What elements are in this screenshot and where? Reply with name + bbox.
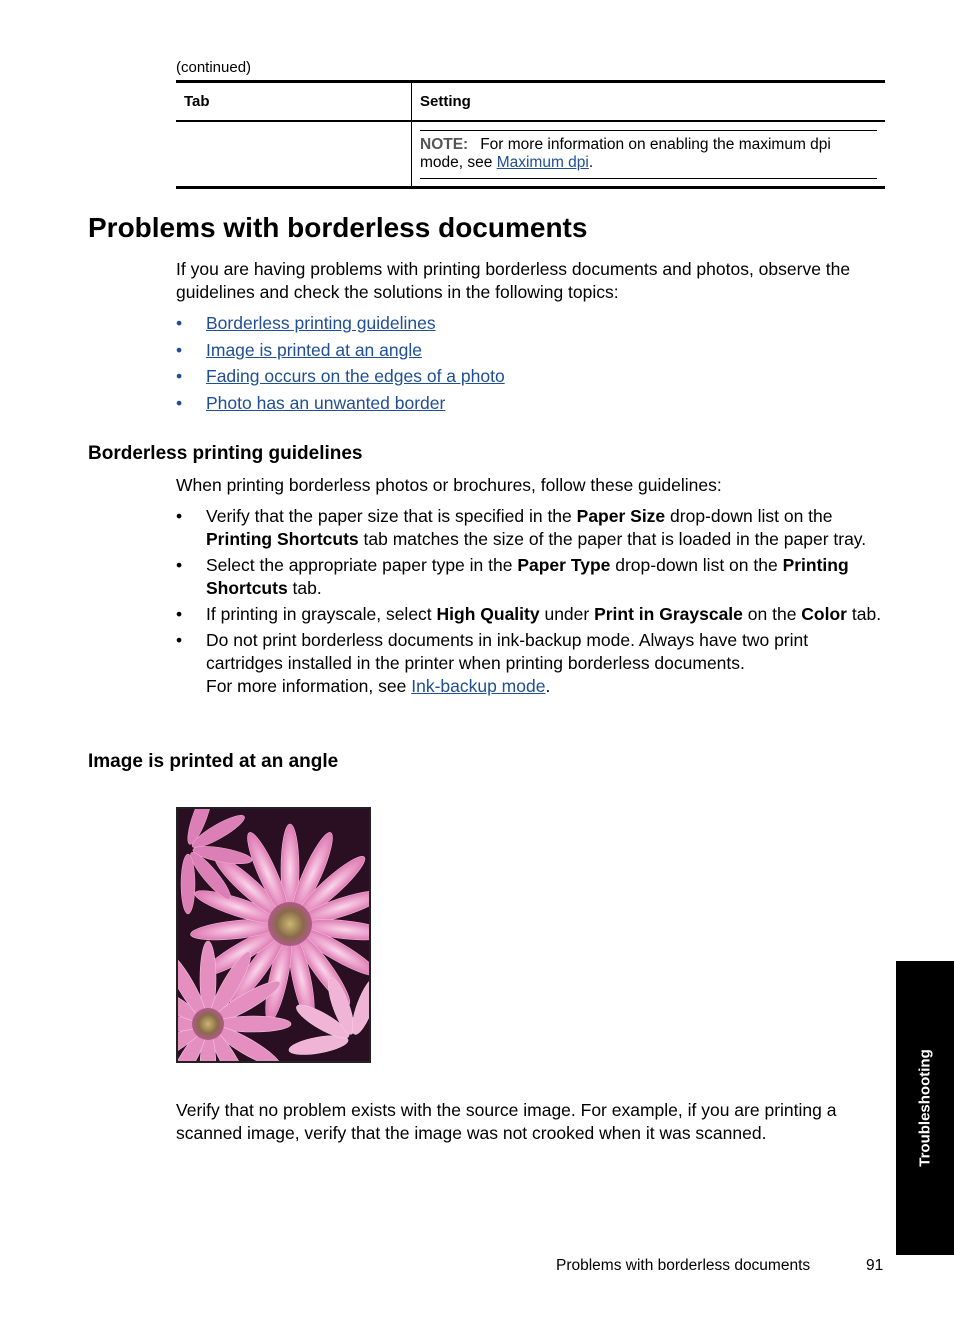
topic-list [176, 311, 505, 417]
guidelines-lead: When printing borderless photos or brochures, follow these guidelines: [176, 475, 722, 495]
guidelines-heading: Borderless printing guidelines [88, 443, 363, 464]
footer-title: Problems with borderless documents [556, 1257, 811, 1274]
text: For more information, see [206, 676, 412, 696]
continued-label: (continued) [176, 59, 252, 76]
bold-text: Printing Shortcuts [206, 529, 359, 549]
note-label: NOTE: [420, 136, 469, 153]
intro-paragraph: If you are having problems with printing borderless documents and photos, observe the guidelines and check the solutions in the following topics: [176, 259, 851, 302]
text: . [545, 676, 551, 696]
note-end: . [588, 154, 594, 171]
text: tab matches the size of the paper that is loaded in the paper tray. [358, 529, 867, 549]
guideline-item [176, 505, 888, 551]
bold-text: Print in Grayscale [594, 604, 743, 624]
text: Do not print borderless documents in ink-backup mode. Always have two print cartridges installed in the printer when printing borderless documents. [206, 630, 809, 673]
text: drop-down list on the [610, 555, 783, 575]
note-text: For more information on enabling the maximum dpi mode, see [420, 136, 831, 171]
bullet-icon: • [176, 506, 183, 526]
text: tab. [287, 578, 322, 598]
text: Verify that the paper size that is specified in the [206, 506, 577, 526]
bold-text: Color [801, 604, 847, 624]
bullet-icon: • [176, 630, 183, 650]
topic-link-guidelines[interactable]: Borderless printing guidelines [206, 313, 436, 333]
page-title: Problems with borderless documents [88, 212, 588, 243]
topic-link-angle[interactable]: Image is printed at an angle [206, 339, 422, 360]
angle-heading: Image is printed at an angle [88, 751, 339, 772]
verify-paragraph: Verify that no problem exists with the source image. For example, if you are printing a scanned image, verify that the image was not crooked when it was scanned. [176, 1100, 837, 1143]
topic-item [176, 338, 505, 365]
guideline-item [176, 554, 888, 600]
table-cell-empty [176, 121, 412, 188]
bold-text: Paper Type [517, 555, 611, 575]
settings-table [176, 80, 885, 189]
topic-link-border[interactable]: Photo has an unwanted border [206, 392, 446, 413]
text: Select the appropriate paper type in the [206, 555, 518, 575]
text: drop-down list on the [665, 506, 833, 526]
bold-text: Paper Size [576, 506, 666, 526]
table-header-setting: Setting [412, 82, 886, 122]
bold-text: High Quality [436, 604, 540, 624]
table-header-tab: Tab [176, 82, 412, 122]
side-tab-label: Troubleshooting [916, 1049, 934, 1167]
topic-item [176, 391, 505, 418]
side-tab [896, 961, 954, 1255]
topic-link-fading[interactable]: Fading occurs on the edges of a photo [206, 366, 505, 386]
bold-text: Printing Shortcuts [206, 555, 849, 598]
bullet-icon: • [176, 339, 183, 360]
topic-item [176, 364, 505, 391]
maximum-dpi-link[interactable]: Maximum dpi [496, 154, 589, 171]
guidelines-list [176, 505, 888, 701]
page-number: 91 [866, 1257, 884, 1274]
guideline-item [176, 629, 888, 698]
text: If printing in grayscale, select [206, 604, 437, 624]
bullet-icon: • [176, 366, 183, 386]
bullet-icon: • [176, 392, 183, 413]
bullet-icon: • [176, 313, 183, 333]
bullet-icon: • [176, 604, 183, 624]
table-cell-note [412, 121, 886, 188]
text: on the [742, 604, 802, 624]
note-box [420, 130, 877, 179]
text: tab. [847, 604, 882, 624]
crooked-photo-image [176, 807, 371, 1063]
ink-backup-link[interactable]: Ink-backup mode [411, 676, 546, 696]
text: under [539, 604, 595, 624]
guideline-item [176, 603, 888, 626]
topic-item [176, 311, 505, 338]
bullet-icon: • [176, 555, 183, 575]
